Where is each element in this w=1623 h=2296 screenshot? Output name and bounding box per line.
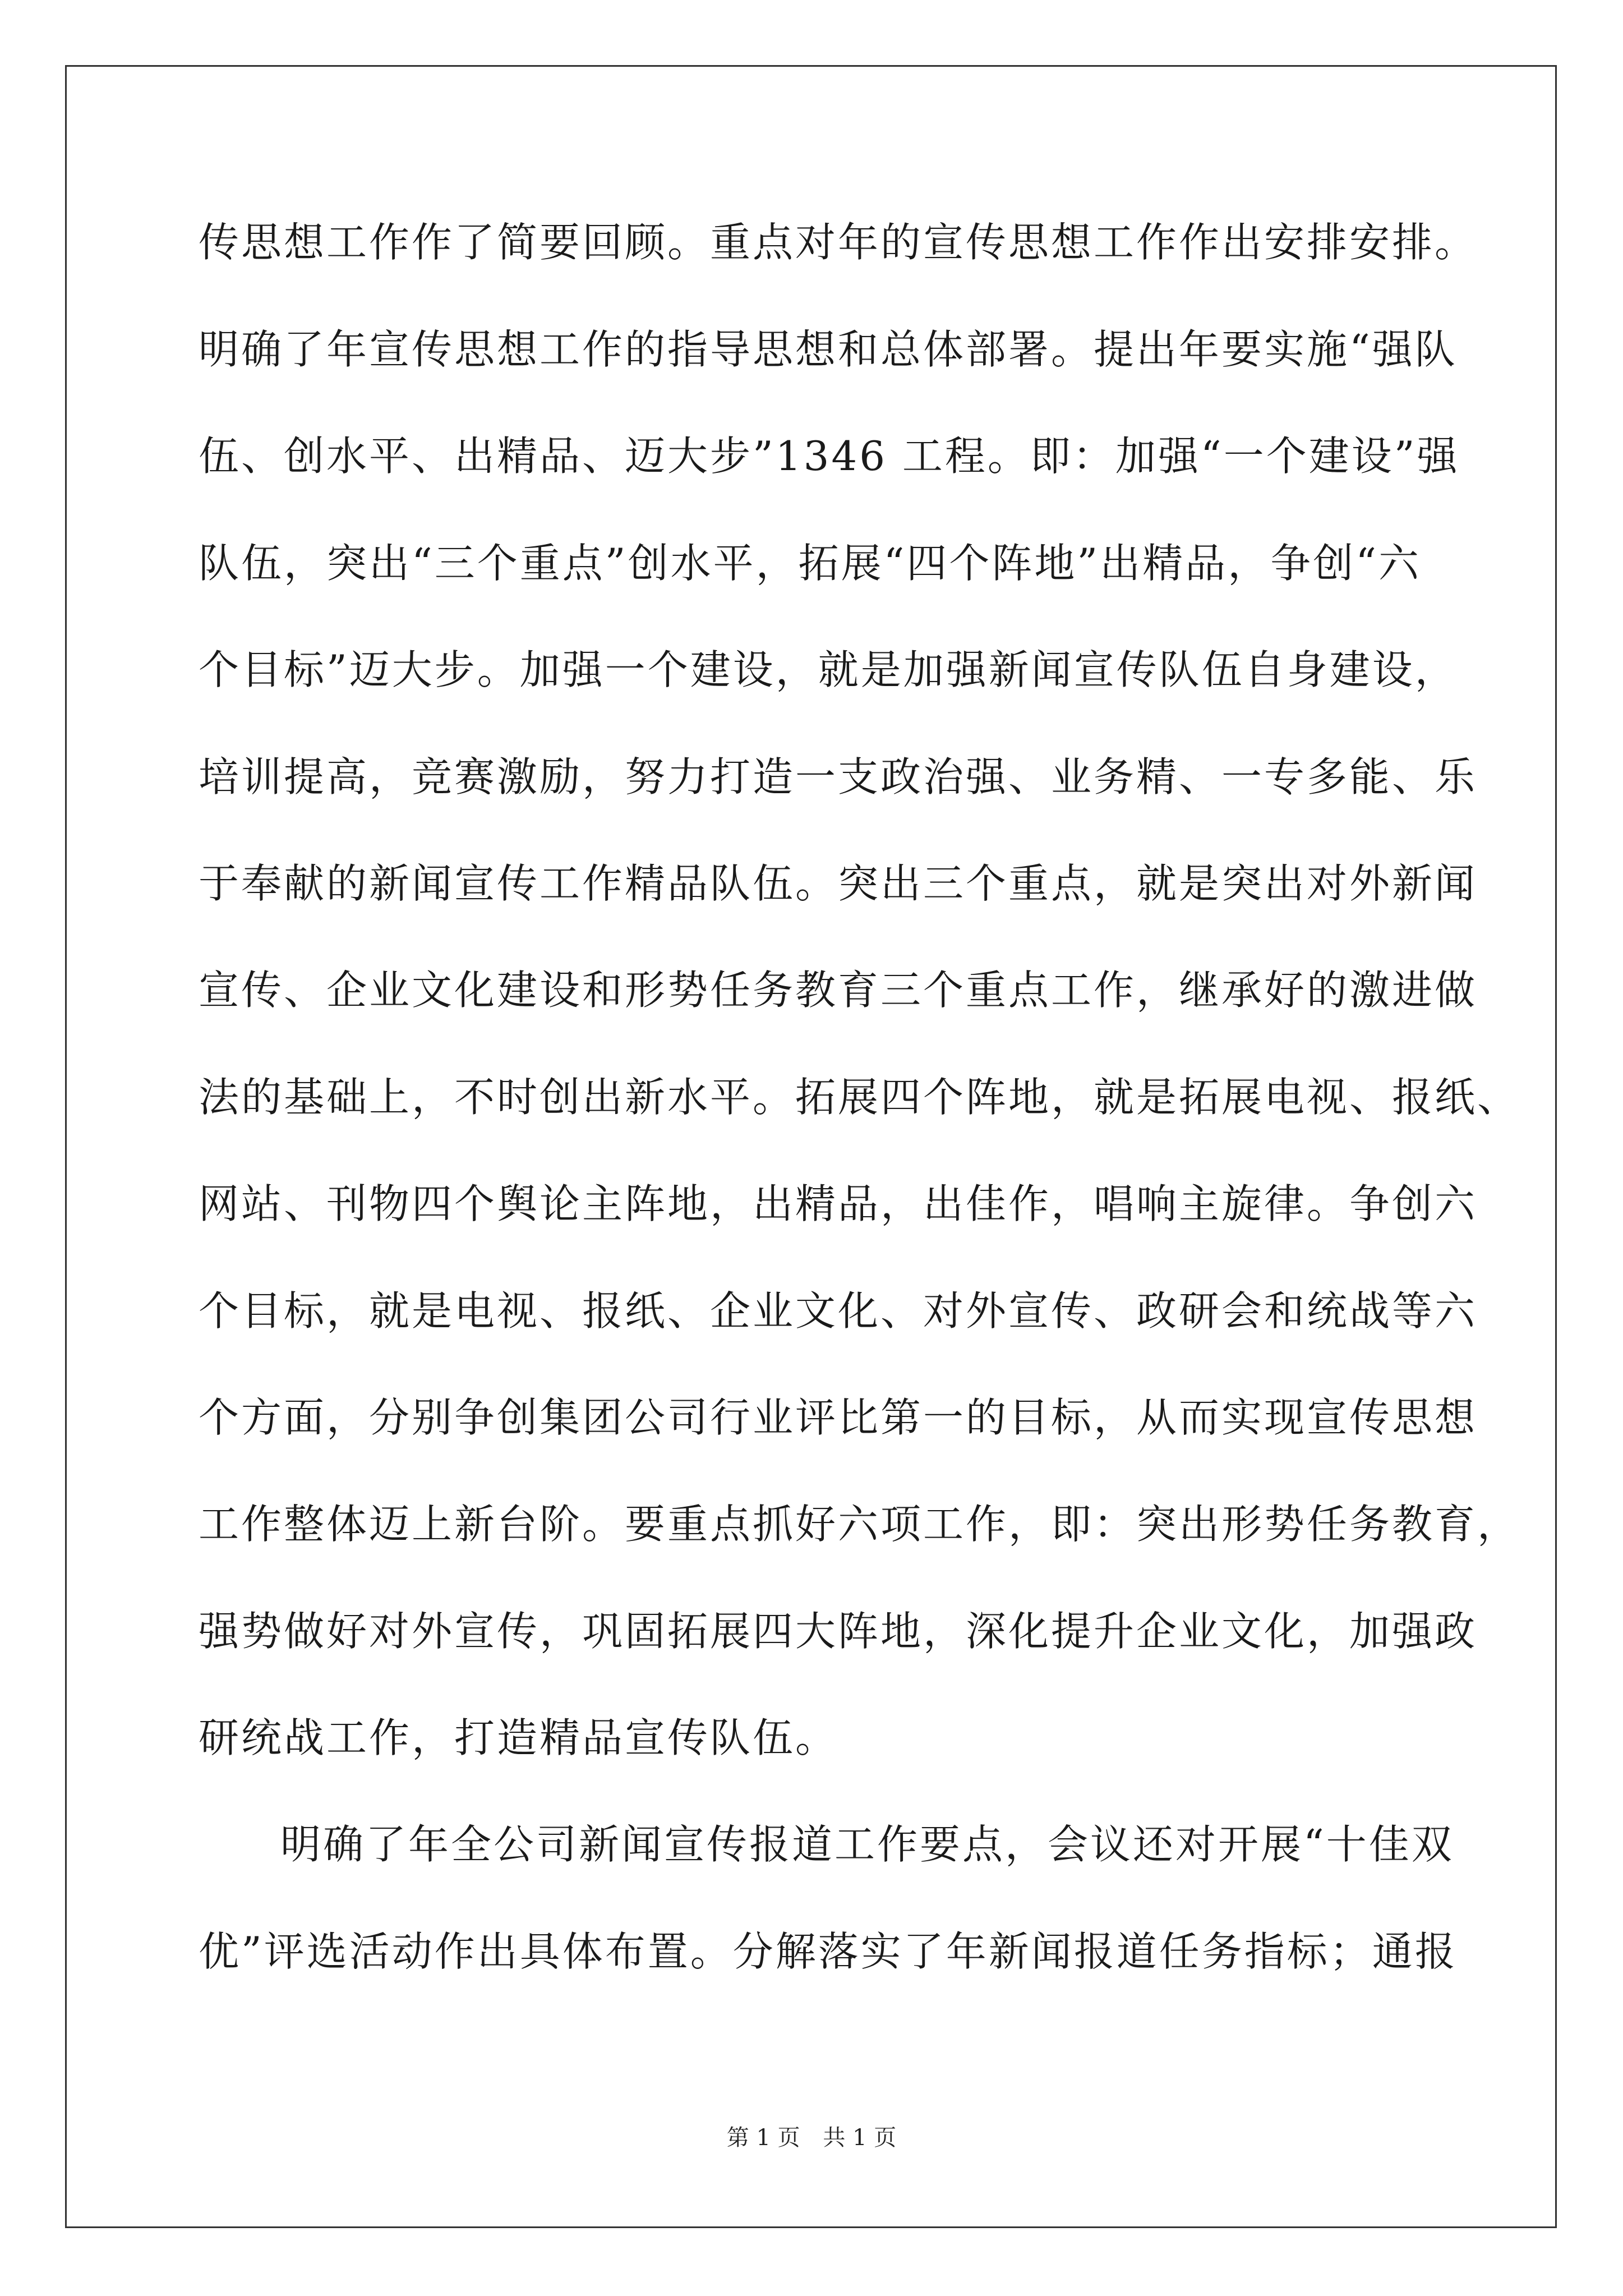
page-total: 共 1 页 xyxy=(823,2125,897,2151)
body-line-8: 宣传、企业文化建设和形势任务教育三个重点工作，继承好的激进做 xyxy=(199,967,1478,1014)
body-line-4: 队伍，突出“三个重点”创水平，拓展“四个阵地”出精品，争创“六 xyxy=(199,540,1422,587)
body-line-1: 传思想工作作了简要回顾。重点对年的宣传思想工作作出安排安排。 xyxy=(199,219,1478,266)
body-line-11: 个目标，就是电视、报纸、企业文化、对外宣传、政研会和统战等六 xyxy=(199,1287,1478,1335)
body-line-7: 于奉献的新闻宣传工作精品队伍。突出三个重点，就是突出对外新闻 xyxy=(199,860,1478,907)
body-line-2: 明确了年宣传思想工作的指导思想和总体部署。提出年要实施“强队 xyxy=(199,326,1458,373)
body-line-12: 个方面，分别争创集团公司行业评比第一的目标，从而实现宣传思想 xyxy=(199,1394,1478,1441)
body-line-9: 法的基础上，不时创出新水平。拓展四个阵地，就是拓展电视、报纸、 xyxy=(199,1074,1520,1121)
body-line-5: 个目标”迈大步。加强一个建设，就是加强新闻宣传队伍自身建设， xyxy=(199,646,1458,693)
page-border xyxy=(65,65,1557,2228)
page-footer xyxy=(0,2124,1623,2152)
body-line-13: 工作整体迈上新台阶。要重点抓好六项工作，即：突出形势任务教育， xyxy=(199,1501,1520,1548)
body-line-17: 优”评选活动作出具体布置。分解落实了年新闻报道任务指标；通报 xyxy=(199,1928,1458,1975)
body-line-14: 强势做好对外宣传，巩固拓展四大阵地，深化提升企业文化，加强政 xyxy=(199,1608,1478,1655)
body-line-15: 研统战工作，打造精品宣传队伍。 xyxy=(199,1714,838,1761)
body-line-3: 伍、创水平、出精品、迈大步”1346 工程。即：加强“一个建设”强 xyxy=(199,432,1460,480)
body-line-6: 培训提高，竞赛激励，努力打造一支政治强、业务精、一专多能、乐 xyxy=(199,753,1478,800)
page-number: 第 1 页 xyxy=(726,2125,800,2151)
body-line-16: 明确了年全公司新闻宣传报道工作要点，会议还对开展“十佳双 xyxy=(280,1821,1454,1868)
body-line-10: 网站、刊物四个舆论主阵地，出精品，出佳作，唱响主旋律。争创六 xyxy=(199,1180,1478,1227)
